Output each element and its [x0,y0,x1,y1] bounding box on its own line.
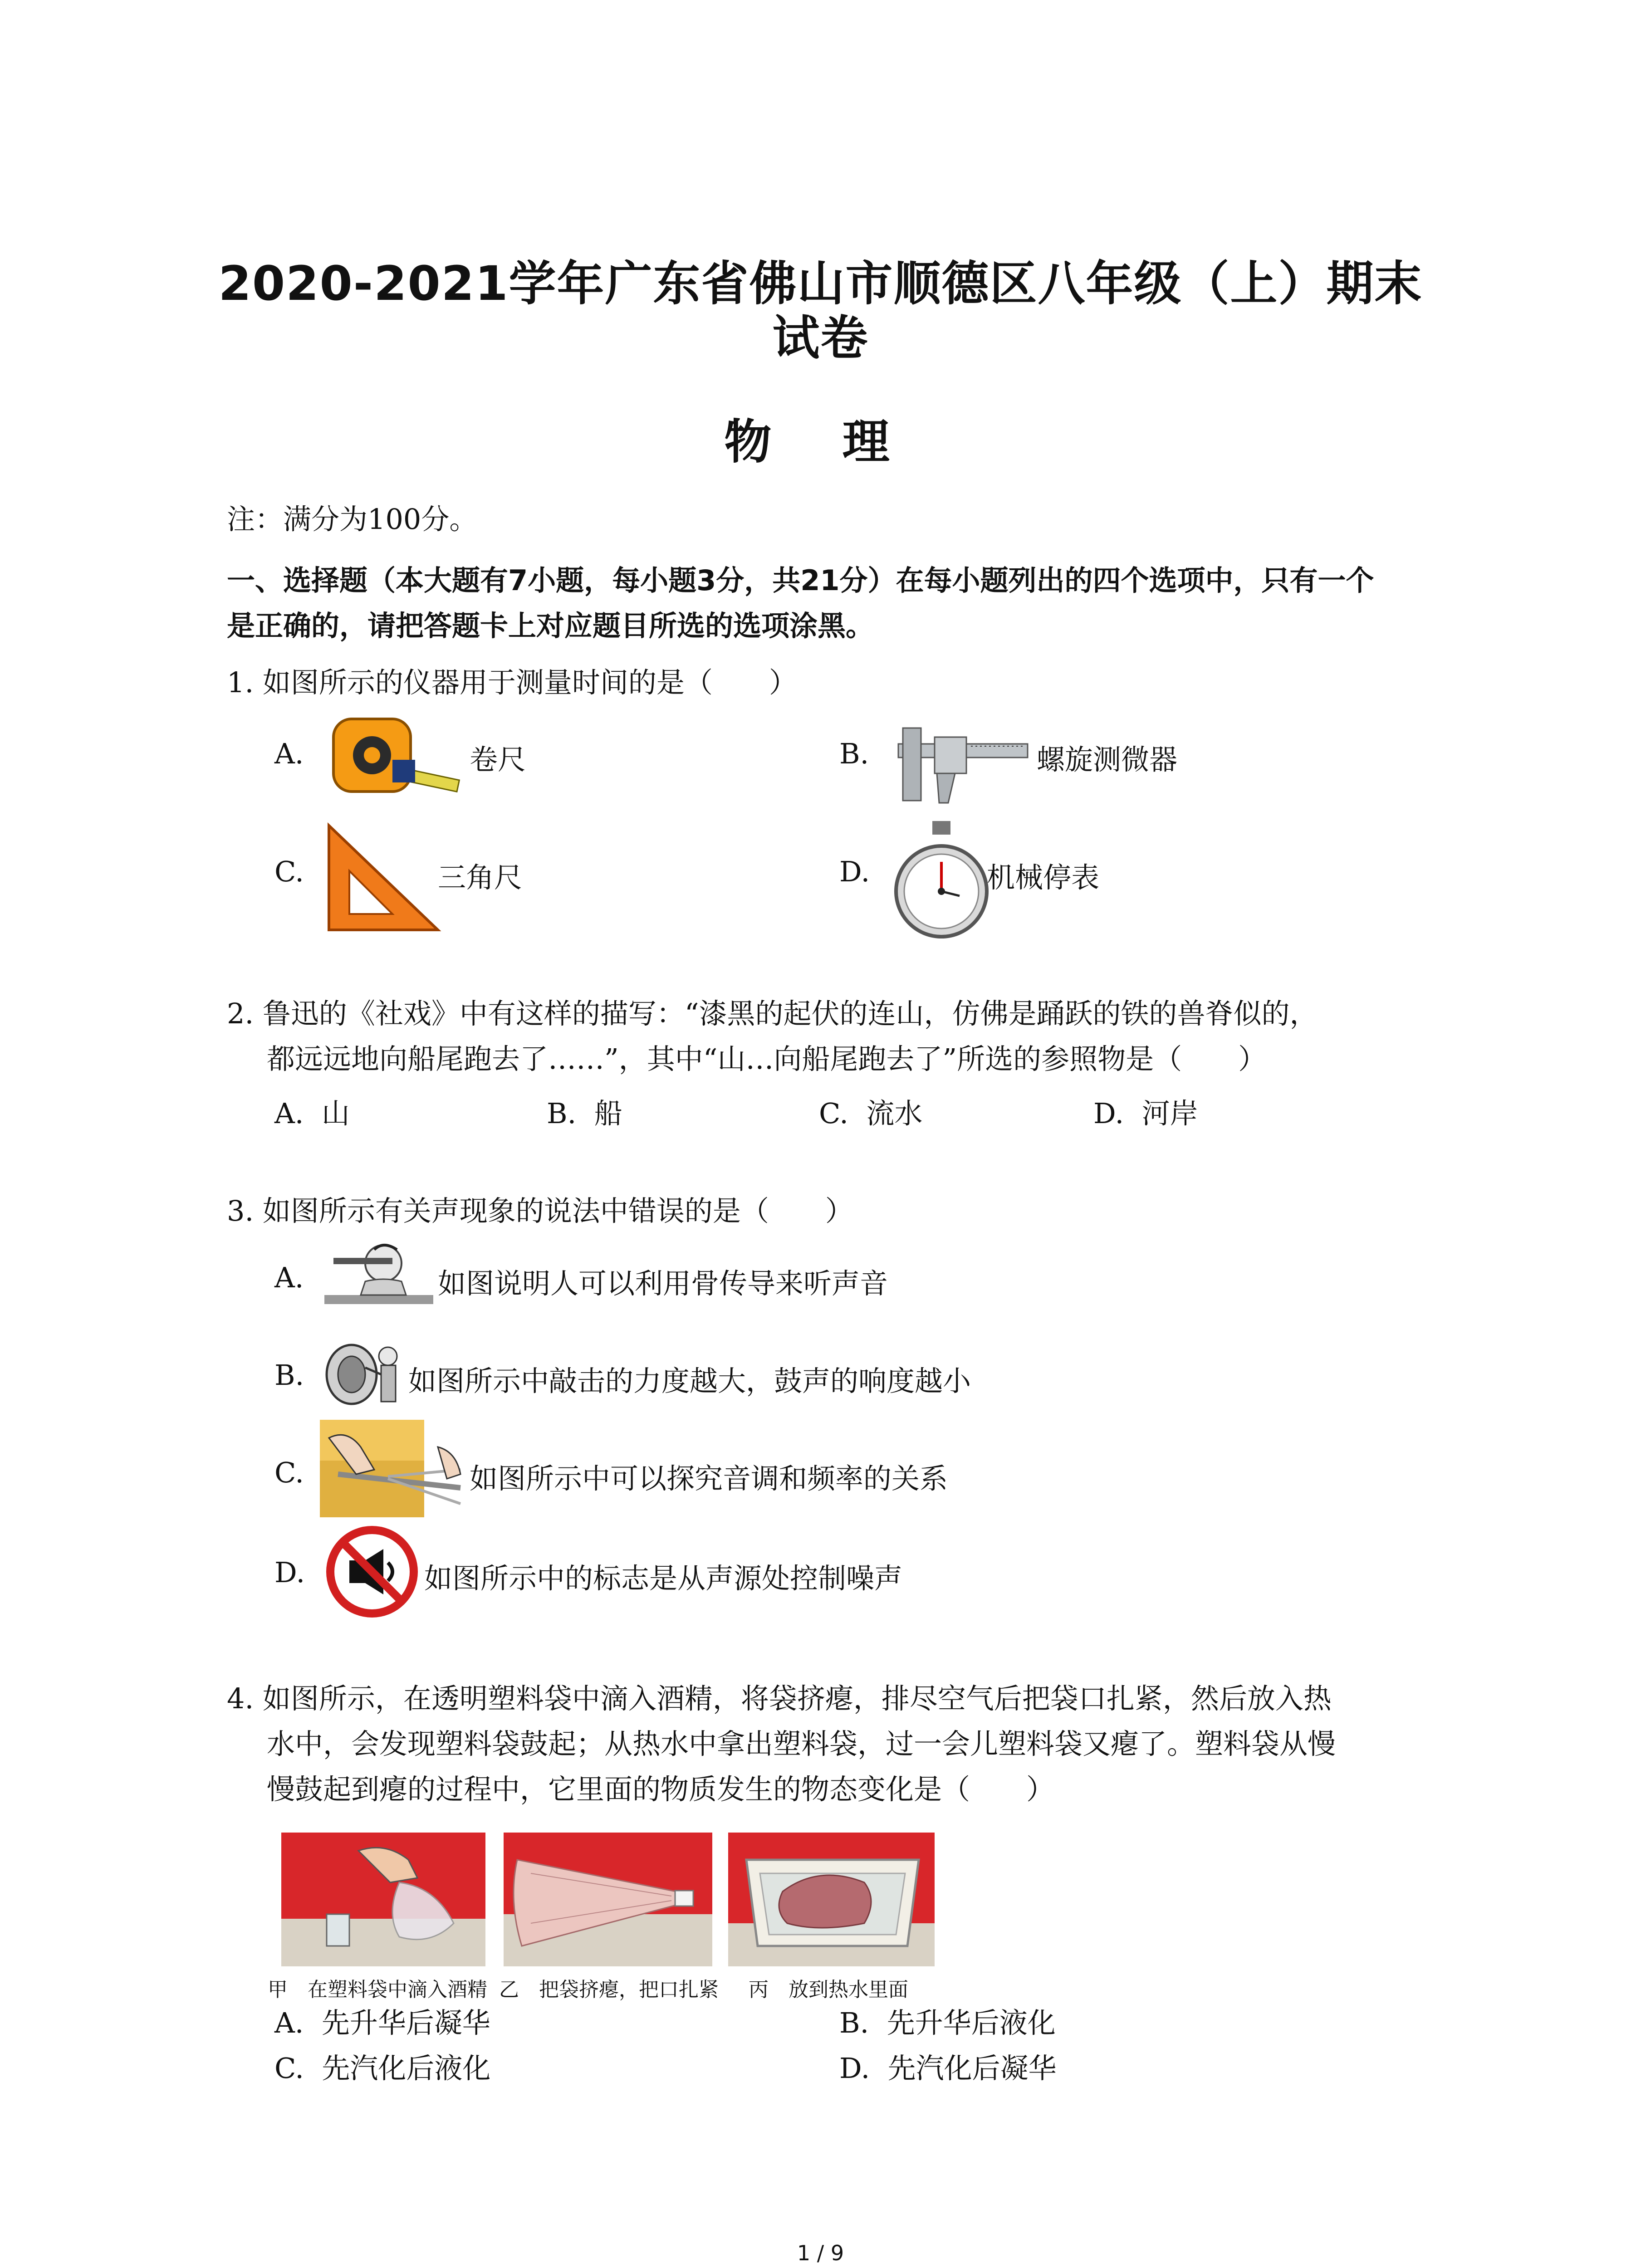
q3-option-b-letter: B. [274,1359,304,1392]
score-note: 注：满分为100分。 [227,503,478,536]
q4-option-a: A. 先升华后凝华 [274,2006,490,2039]
q1-option-b-letter: B. [839,737,869,770]
bone-conduction-icon [324,1236,433,1318]
figure-caption-jia: 甲 在塑料袋中滴入酒精 [268,1978,487,2001]
q2-stem-line1: 2. 鲁迅的《社戏》中有这样的描写：“漆黑的起伏的连山，仿佛是踊跃的铁的兽脊似的， [227,997,1318,1030]
drum-icon [320,1340,406,1408]
ruler-vibration-icon [320,1420,470,1517]
q3-option-c-text: 如图所示中可以探究音调和频率的关系 [470,1462,948,1495]
triangle-ruler-icon [324,821,442,934]
figure-jia-dropping-alcohol [281,1833,485,1966]
q4-stem-line3: 慢鼓起到瘪的过程中，它里面的物质发生的物态变化是（ ） [267,1773,1055,1806]
q4-option-c: C. 先汽化后液化 [274,2052,491,2085]
q3-option-d-text: 如图所示中的标志是从声源处控制噪声 [424,1562,903,1595]
q4-stem-line1: 4. 如图所示，在透明塑料袋中滴入酒精，将袋挤瘪，排尽空气后把袋口扎紧，然后放入热 [227,1682,1332,1715]
q4-option-d: D. 先汽化后凝华 [839,2052,1057,2085]
q3-option-d-letter: D. [274,1556,305,1589]
q1-option-a-letter: A. [274,737,304,770]
q2-option-b: B. 船 [547,1097,622,1130]
q1-option-d-letter: D. [839,855,870,888]
figure-yi-squeezed-bag [504,1833,712,1966]
q4-stem-line2: 水中，会发现塑料袋鼓起；从热水中拿出塑料袋，过一会儿塑料袋又瘪了。塑料袋从慢 [267,1727,1336,1760]
q3-option-b-text: 如图所示中敲击的力度越大，鼓声的响度越小 [408,1364,971,1398]
doc-title-line1: 2020-2021学年广东省佛山市顺德区八年级（上）期末 [218,256,1423,311]
caliper-icon [894,719,1030,810]
q1-option-d-text: 机械停表 [987,861,1100,894]
no-horn-sign-icon [324,1524,420,1619]
q3-stem: 3. 如图所示有关声现象的说法中错误的是（ ） [227,1194,853,1227]
q2-option-c: C. 流水 [819,1097,923,1130]
q3-option-a-letter: A. [274,1261,304,1294]
q2-option-a: A. 山 [274,1097,350,1130]
q3-option-c-letter: C. [274,1456,304,1489]
subject-title: 物 理 [724,414,917,469]
figure-caption-bing: 丙 放到热水里面 [749,1978,908,2001]
q2-stem-line2: 都远远地向船尾跑去了……”，其中“山…向船尾跑去了”所选的参照物是（ ） [267,1042,1267,1075]
q2-option-d: D. 河岸 [1093,1097,1198,1130]
tape-measure-icon [324,705,465,810]
q1-option-b-text: 螺旋测微器 [1037,743,1178,776]
q3-option-a-text: 如图说明人可以利用骨传导来听声音 [438,1267,888,1300]
q1-option-a-text: 卷尺 [470,743,526,776]
stopwatch-icon [892,819,991,941]
section1-heading-line1: 一、选择题（本大题有7小题，每小题3分，共21分）在每小题列出的四个选项中，只有一个 [227,564,1374,597]
page-number: 1 / 9 [797,2241,844,2265]
q4-option-b: B. 先升华后液化 [839,2006,1056,2039]
figure-bing-hot-water [728,1833,935,1966]
doc-title-line2: 试卷 [772,310,869,366]
q1-stem: 1. 如图所示的仪器用于测量时间的是（ ） [227,666,797,699]
figure-caption-yi: 乙 把袋挤瘪，把口扎紧 [499,1978,719,2001]
q1-option-c-letter: C. [274,855,304,888]
q1-option-c-text: 三角尺 [438,861,523,894]
section1-heading-line2: 是正确的，请把答题卡上对应题目所选的选项涂黑。 [227,609,874,642]
